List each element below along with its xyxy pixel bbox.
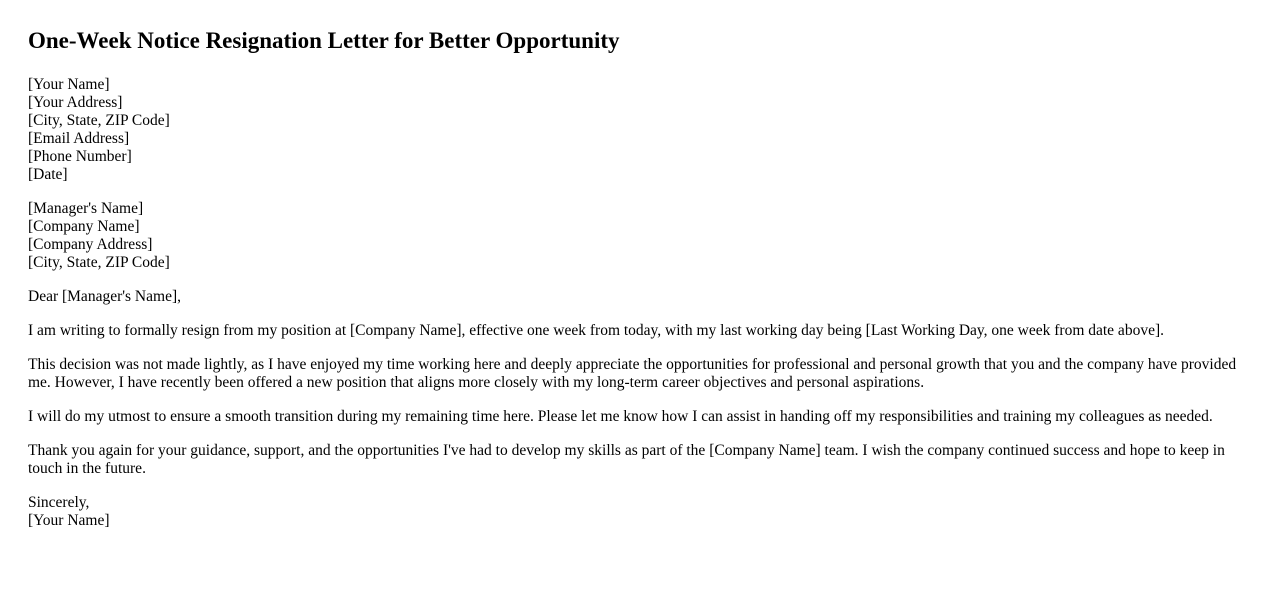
body-paragraph: Thank you again for your guidance, support, and the opportunities I've had to develop my skills as part of the [Company Name] team. I wish the company continued success and hope to keep in touch in the future.	[28, 442, 1225, 477]
sender-city-state-zip: [City, State, ZIP Code]	[28, 112, 170, 129]
letter-date: [Date]	[28, 166, 68, 183]
sender-email: [Email Address]	[28, 130, 130, 147]
recipient-name: [Manager's Name]	[28, 200, 144, 217]
recipient-company: [Company Name]	[28, 218, 140, 235]
page-title: One-Week Notice Resignation Letter for Better Opportunity	[28, 28, 620, 53]
sender-name: [Your Name]	[28, 76, 110, 93]
closing: Sincerely,	[28, 494, 90, 511]
body-paragraph: I am writing to formally resign from my position at [Company Name], effective one week from today, with my last working day being [Last Working Day, one week from date above].	[28, 322, 1164, 339]
sender-phone: [Phone Number]	[28, 148, 132, 165]
sender-address: [Your Address]	[28, 94, 123, 111]
salutation: Dear [Manager's Name],	[28, 288, 181, 305]
recipient-address-block	[28, 200, 1250, 272]
body-paragraph: This decision was not made lightly, as I have enjoyed my time working here and deeply appreciate the opportunities for professional and personal growth that you and the company have provided me. However, I have recently been offered a new position that aligns more closely with my long-term career objectives and personal aspirations.	[28, 356, 1237, 391]
sender-address-block	[28, 76, 1250, 184]
body-paragraph: I will do my utmost to ensure a smooth transition during my remaining time here. Please let me know how I can assist in handing off my responsibilities and training my colleagues as needed.	[28, 408, 1213, 425]
recipient-address: [Company Address]	[28, 236, 153, 253]
signature-name: [Your Name]	[28, 512, 110, 529]
signature-block	[28, 494, 1250, 530]
recipient-city-state-zip: [City, State, ZIP Code]	[28, 254, 170, 271]
